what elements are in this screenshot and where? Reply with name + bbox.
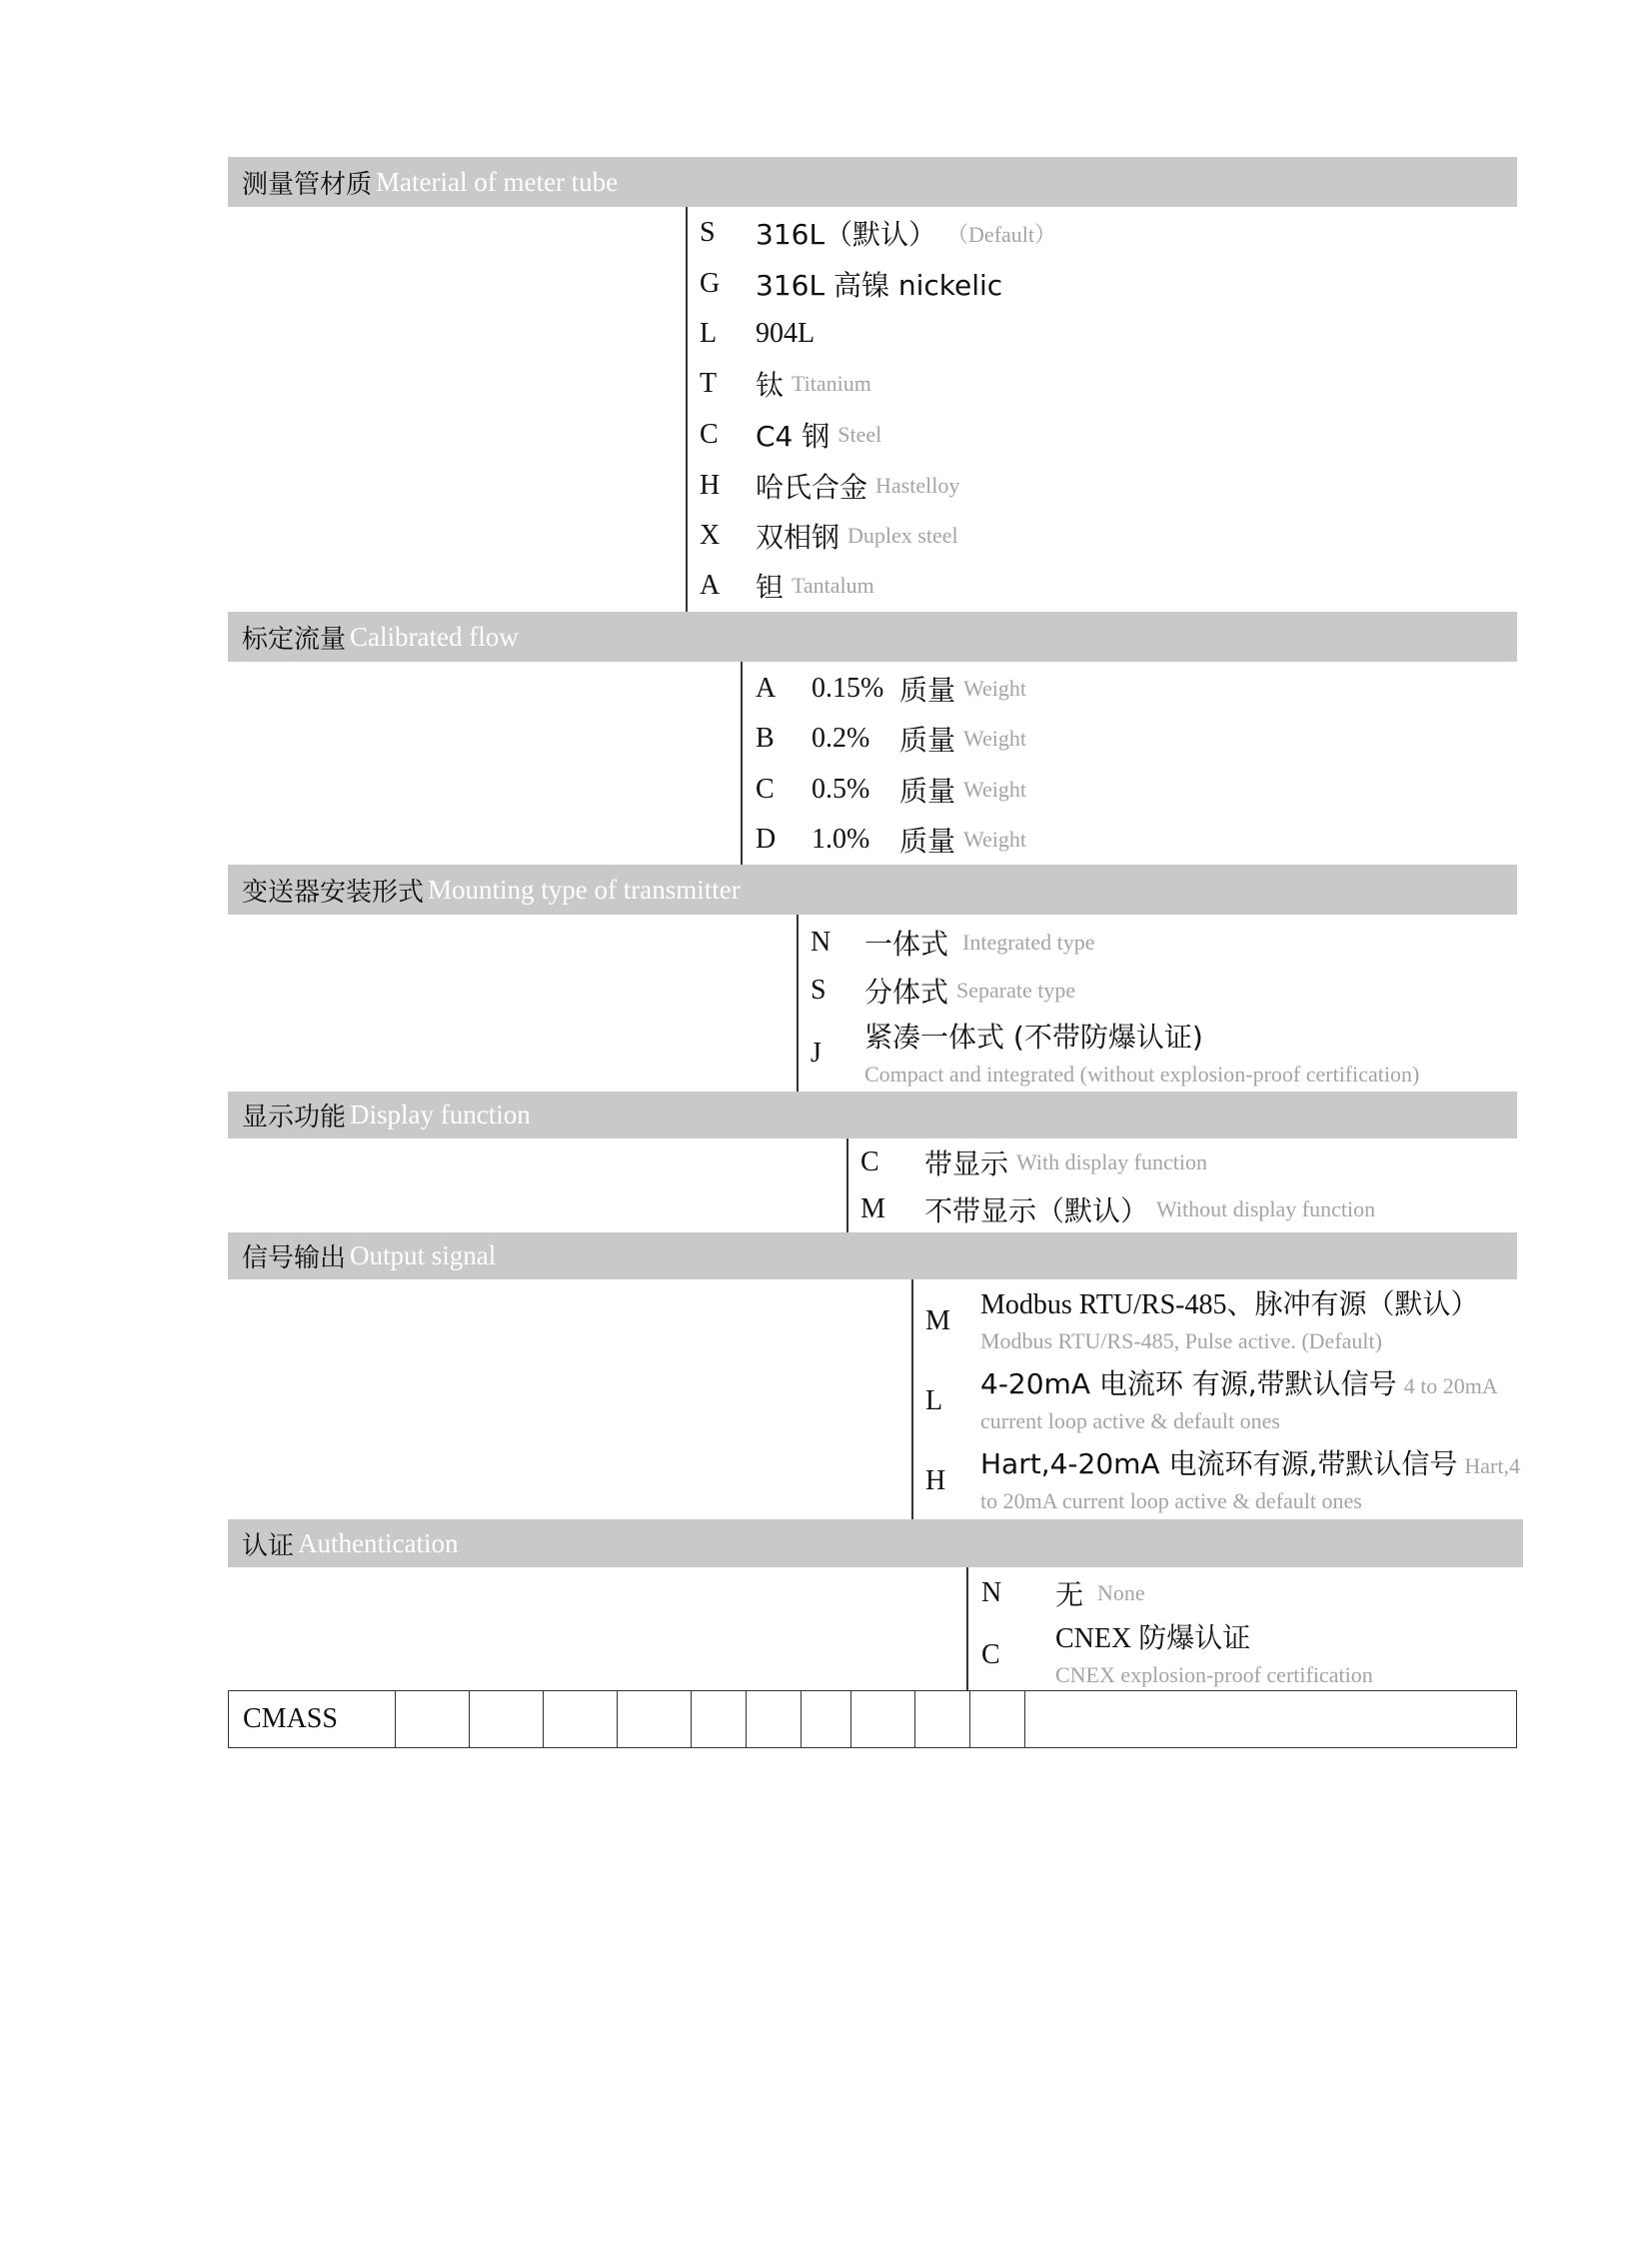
option-code: N [981,1577,1002,1608]
option-code: C [981,1639,1000,1670]
section-header-mounting [228,865,1517,915]
section-title-en: Output signal [350,1240,497,1270]
option-row [811,923,1095,963]
section-header-authentication [228,1519,1523,1567]
section-header-display [228,1092,1517,1138]
option-row [860,1142,1207,1182]
option-en: current loop active & default ones [980,1408,1280,1433]
option-en-inline: Hart,4 [1464,1453,1520,1478]
option-desc: 904L [756,318,816,349]
option-desc: 双相钢 [756,521,840,554]
section-title-zh: 标定流量 [242,624,347,655]
option-en: （Default） [946,221,1057,247]
option-en: Duplex steel [847,523,958,548]
section-header-material [228,157,1517,207]
code-cell [544,1691,618,1748]
section-title-en: Authentication [298,1527,459,1558]
option-row [700,516,958,556]
section-header-output [228,1232,1517,1279]
section-divider [846,1138,848,1232]
code-cell [802,1691,851,1748]
option-desc: 带显示 [924,1147,1009,1180]
option-code: L [700,318,718,349]
option-desc: 紧凑一体式 (不带防爆认证) [864,1021,1203,1054]
option-code-row [925,1461,945,1501]
option-code: C [860,1146,879,1177]
option-code: S [700,217,716,248]
option-desc: 分体式 [864,976,949,1009]
option-en: None [1097,1580,1145,1605]
option-en: Without display function [1156,1196,1376,1221]
option-value: 0.15% [812,673,884,704]
option-desc: 质量 [899,674,956,707]
option-en: to 20mA current loop active & default ones [980,1488,1362,1513]
code-cell [692,1691,747,1748]
option-code-row [925,1301,950,1341]
option-code: C [700,419,719,450]
option-en: Separate type [956,978,1076,1003]
model-code-row [229,1691,1517,1748]
option-desc: 哈氏合金 [756,471,868,504]
option-desc: 不带显示（默认） [924,1194,1149,1227]
option-value: 0.2% [812,723,870,754]
section-divider [911,1279,913,1519]
option-en: Compact and integrated (without explosion-proof certification) [864,1062,1420,1087]
section-divider [797,915,799,1092]
option-en: Tantalum [792,573,874,598]
option-code-row [811,1034,822,1074]
option-desc: 质量 [899,775,956,808]
option-code: X [700,520,721,551]
option-value: 0.5% [812,774,870,805]
option-en: Steel [837,422,882,447]
section-divider [966,1567,968,1690]
option-en: Weight [963,827,1027,852]
model-code-table [228,1690,1517,1748]
option-code: H [925,1465,946,1496]
option-desc: 质量 [899,724,956,757]
option-desc: 无 [1055,1578,1084,1611]
option-row [756,719,1026,759]
option-en: CNEX explosion-proof certification [1055,1662,1373,1687]
option-desc: C4 钢 [756,420,830,453]
option-en: Weight [963,676,1027,701]
section-title-zh: 认证 [242,1530,295,1561]
option-en: Integrated type [962,930,1095,955]
option-code: J [811,1038,822,1069]
option-code: D [756,824,777,855]
option-desc: 钛 [756,369,785,402]
model-code-prefix: CMASS [229,1691,396,1748]
section-title-en: Mounting type of transmitter [428,874,741,905]
option-row [700,566,874,606]
option-en: Weight [963,777,1027,802]
section-divider [686,207,688,612]
option-code: A [700,570,721,601]
option-code: M [860,1193,885,1224]
option-desc: 316L（默认） [756,218,937,251]
option-en: With display function [1016,1149,1207,1174]
code-cell [747,1691,802,1748]
code-cell [618,1691,692,1748]
section-title-zh: 显示功能 [242,1103,347,1132]
option-desc: 316L 高镍 nickelic [756,269,1003,302]
section-header-flow [228,612,1517,662]
section-title-en: Material of meter tube [376,166,619,197]
option-desc: Hart,4-20mA 电流环有源,带默认信号 [980,1447,1458,1480]
option-row [860,1189,1375,1229]
option-row [700,415,881,455]
code-cell [915,1691,970,1748]
section-divider [741,662,743,865]
option-row [700,314,815,354]
option-code: B [756,723,775,754]
option-row [700,264,1002,304]
option-row [700,466,959,506]
option-en: Weight [963,726,1027,751]
option-code-row [981,1635,1000,1675]
option-code: C [756,774,775,805]
option-desc: Modbus RTU/RS-485、脉冲有源（默认） [980,1289,1479,1320]
option-desc: 钽 [756,571,785,604]
section-title-zh: 信号输出 [242,1243,347,1273]
option-row [700,213,1056,253]
option-row [756,820,1026,860]
option-en-inline: 4 to 20mA [1403,1373,1498,1398]
option-code: G [700,268,721,299]
option-desc: 质量 [899,825,956,858]
option-row [811,971,1075,1011]
option-desc: 一体式 [864,928,949,961]
code-cell [1025,1691,1517,1748]
option-desc: CNEX 防爆认证 [1055,1623,1251,1654]
option-row [700,364,871,404]
option-code: A [756,673,777,704]
option-row [981,1573,1145,1613]
option-desc-block [864,1016,1419,1088]
code-cell [470,1691,544,1748]
section-title-en: Calibrated flow [350,621,519,652]
option-row [756,669,1026,709]
code-cell [970,1691,1025,1748]
option-row [756,770,1026,810]
option-code: H [700,470,721,501]
option-code: T [700,368,718,399]
option-value: 1.0% [812,824,870,855]
section-title-zh: 变送器安装形式 [242,877,425,908]
code-cell [396,1691,470,1748]
option-desc-block [980,1442,1520,1514]
section-title-en: Display function [350,1100,531,1129]
option-code: S [811,975,826,1006]
option-desc-block [980,1362,1498,1434]
option-desc-block [980,1282,1478,1354]
option-en: Hastelloy [875,473,960,498]
option-code: N [811,927,831,958]
option-code: M [925,1305,950,1336]
option-code-row [925,1381,942,1421]
option-en: Titanium [792,371,871,396]
option-code: L [925,1385,943,1416]
code-cell [851,1691,915,1748]
option-desc-block [1055,1616,1373,1688]
option-en: Modbus RTU/RS-485, Pulse active. (Default) [980,1328,1382,1353]
option-desc: 4-20mA 电流环 有源,带默认信号 [980,1367,1397,1400]
section-title-zh: 测量管材质 [242,169,373,200]
